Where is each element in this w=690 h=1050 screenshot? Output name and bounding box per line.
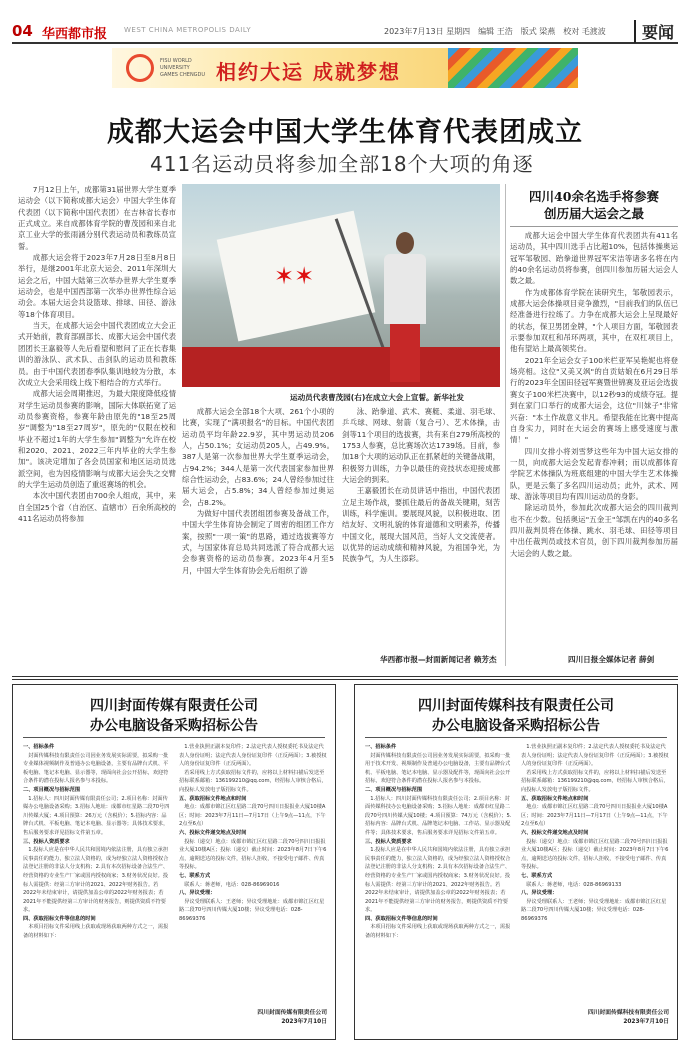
notice-sign-company: 四川封面传媒有限责任公司 xyxy=(257,1010,327,1016)
page-header xyxy=(12,20,678,44)
notice-section-text: 联系人：蒋老师，电话：028-86969016 xyxy=(184,881,280,888)
notice-section-text: 1.营业执照正副本复印件；2.法定代表人授权委托书及法定代表人身份证明；法定代表人身份证复印件（正反两面）；3.被授权人的身份证复印件（正反两面）。 xyxy=(521,744,669,768)
paragraph: 泳、跆拳道、武术、赛艇、柔道、羽毛球、乒乓球、网球、射箭（复合弓）、艺术体操，击剑等11个项目的选拔赛，共有来自279所高校的1753人参赛，总比赛场次达1739场。目前，参加18个大项的运动队正在抓紧赶的关键备战期，积极努力训练，力争以最佳的竞技状态迎接成都大运会的到来。 xyxy=(342,407,500,485)
notice-section-heading: 五、获取招标文件地点和时间 xyxy=(521,795,589,802)
page-number: 04 xyxy=(12,22,33,40)
article-column-2 xyxy=(182,406,334,668)
stage-backdrop xyxy=(182,347,500,387)
notice-left-column xyxy=(365,743,513,941)
section-label: 要闻 xyxy=(634,20,674,43)
notice-section-heading: 五、获取招标文件地点和时间 xyxy=(179,795,247,802)
notice-section-text: 1.投标人应是在中华人民共和国境内依法注册，具有独立承担民事责任的能力，独立法人资格的，成为经独立法人资格授权合法登记注册的非法人分支机构；2.具有本次招标设备合法生产、经营资格的专业生产厂家或国内授权商家；3.财务状况良好。投标人需提供：经第三方审计的2021、2022年财务报告。若2022年未结束审计，请提供加盖公章的2022年财务报表；若2021年不能提供经第三方审计的财务报告，则提供资质不符要求。 xyxy=(23,847,169,914)
paragraph: 2021年全运会女子100米栏亚军吴艳妮也将登场亮相。这位"又美又飒"的自贡姑娘在6月29日举行的2023年全国田径冠军赛暨世锦赛及亚运会选拔赛女子100米栏决赛中，以12秒93的成绩夺冠。提到在家门口举行的成都大运会，这位"川妹子"非常兴奋："本土作战意义非凡。希望我能在比赛中提高自身实力，同时在大运会的赛场上感受速度与激情！" xyxy=(510,355,678,445)
athlete-figure xyxy=(378,232,432,382)
article-column-1 xyxy=(18,184,176,666)
notice-section-text: 1.招标人：四川封面传媒有限责任公司；2.项目名称：封面传媒办公电脑设备采购；3.招标人地址：成都市红星路二段70号四川传媒大厦；4.项目预算：26万元（含税价）；5.招标内容：品牌台式机、平板电脑、笔记本电脑、显示器等；具体技术要求，售后服务要求详见招标文件第五章。 xyxy=(23,795,170,836)
notice-section-text: 本项目招标文件采用线上获取或现场获取两种方式之一，需报备的材料如下： xyxy=(365,924,511,940)
paragraph: 7月12日上午，成都第31届世界大学生夏季运动会（以下简称成都大运会）中国大学生体育代表团（以下简称中国代表团）在吉林省长春市正式成立。来自成都体育学院的曹茂园和来自北京工业大学的张雨涵分别代表运动员和教练员宣誓。 xyxy=(18,185,176,251)
banner-slogan: 相约大运 成就梦想 xyxy=(216,60,401,84)
masthead-en: WEST CHINA METROPOLIS DAILY xyxy=(124,26,252,34)
notice-section-heading: 六、投标文件递交地点及时间 xyxy=(521,829,589,836)
sidebar-byline: 四川日报全媒体记者 薛剑 xyxy=(568,655,655,664)
notice-title: 办公电脑设备采购招标公告 xyxy=(90,718,258,734)
notice-company-title: 四川封面传媒有限责任公司 xyxy=(90,698,258,714)
section-divider xyxy=(12,676,678,680)
article-byline: 华西都市报—封面新闻记者 赖芳杰 xyxy=(380,655,497,664)
notice-section-text: 1.招标人：四川封面传媒科技有限责任公司；2.项目名称：封面传媒科技办公电脑设备采购；3.招标人地址：成都市红星路二段70号四川传媒大厦10楼；4.项目预算：74万元（含税价）；5.招标内容：品牌台式机、品牌笔记本电脑、工作站、显示器及配件等；具体技术要求，售后服务要求详见招标文件第五章。 xyxy=(365,795,512,836)
sidebar-body xyxy=(510,230,678,654)
notice-sign-date: 2023年7月10日 xyxy=(623,1019,669,1025)
paragraph: 成都大运会将于2023年7月28日至8月8日举行，是继2001年北京大运会、2011年深圳大运会之后，中国大陆第三次举办世界大学生夏季运动会，也是中国西部第一次举办世界性综合运动会。本届大运会共设篮球、排球、田径、游泳等18个体育项目。 xyxy=(18,253,176,319)
universiade-banner xyxy=(112,48,578,88)
paragraph: 成都大运会周期推迟，为最大限度降低疫情对学生运动员参赛的影响，国际大体联拓宽了运动员参赛资格，参赛年龄由原先的"18至25周岁"调整为"18至27周岁"，原先的"仅限在校和毕业不超过1年的大学生参加"调整为"允许在校和2020、2021、2022三年内毕业的大学生参加"。该决定增加了各会员国家和地区运动员选派空间，也为因疫情影响与成都大运会失之交臂的大学生运动员创造了重返赛场的机会。 xyxy=(18,389,176,489)
masthead: 华西都市报 xyxy=(42,27,108,42)
notice-section-text: 若采用线上方式获取招标文件的，应将以上材料扫描后发送至招标联系邮箱：136199210@qq.com，经招标人审核合格后，向投标人发放电子版招标文件。 xyxy=(521,769,669,793)
notice-section-heading: 一、招标条件 xyxy=(23,744,55,750)
article-headline: 成都大运会中国大学生体育代表团成立 xyxy=(107,117,583,148)
paragraph: 为做好中国代表团组团参赛及备战工作，中国大学生体育协会制定了周密的组团工作方案，按照"一项一策"的思路，通过选拔赛等方式，与国家体育总局共同选派了符合成都大运会参赛资格的运动员参赛。2023年4月至5月，中国大学生体育协会先后组织了游 xyxy=(182,509,334,575)
notice-section-text: 1.营业执照正副本复印件；2.法定代表人授权委托书及法定代表人身份证明；法定代表人身份证复印件（正反两面）；3.被授权人的身份证复印件（正反两面）。 xyxy=(179,744,327,768)
notice-section-text: 封面传媒科技有限责任公司因业务发展实际需要，拟采购一批用于技术开发、视频制作及普通办公电脑设备，主要有品牌台式机、平板电脑、笔记本电脑、显示器及配件等，现面向社会公开招标，欢迎符合条件的潜在投标人报名参与本投标。 xyxy=(365,752,511,785)
article-subheadline: 411名运动员将参加全部18个大项的角逐 xyxy=(150,152,534,176)
paragraph: 当天，在成都大运会中国代表团成立大会正式开始前，教育部副部长、成都大运会中国代表团团长王嘉毅等人先后看望和慰问了正在长春集训的游泳队、武术队、击剑队的运动员和教练员。由于中国代表团春季队集训地较为分散，本次成立大会采用线上线下相结合的方式举行。 xyxy=(18,321,176,387)
notice-section-text: 投标（递交）地点：成都市锦江区红星路二段70号四川日报报业大厦10楼A区；投标（递交）截止时间：2023年8月7日下午6点，逾期送达的投标文件，招标人拒收，不接受电子邮件、传真等投标。 xyxy=(179,838,327,871)
sidebar-rule xyxy=(510,226,678,227)
sidebar-title xyxy=(510,188,678,222)
notice-section-heading: 七、联系方式 xyxy=(521,872,553,879)
photo-caption: 运动员代表曹茂园(右)在成立大会上宣誓。新华社发 xyxy=(290,393,465,402)
notice-section-text: 若采用线上方式获取招标文件的，应将以上材料扫描后发送至招标联系邮箱：136199210@qq.com，经招标人审核合格后，向投标人发放电子版招标文件。 xyxy=(179,769,327,793)
notice-section-text: 异议受理联系人：王老师；异议受理地址：成都市锦江区红星路二段70号四川传媒大厦10楼；异议受理电话：028-86969376 xyxy=(179,898,325,922)
tender-notice-1 xyxy=(12,684,336,1040)
notice-section-heading: 七、联系方式 xyxy=(179,872,211,879)
article-column-3 xyxy=(342,406,500,654)
article-photo xyxy=(182,184,500,387)
paragraph: 成都大运会全部18个大项、261个小项的比赛，实现了"满项报名"的目标。中国代表团运动员平均年龄22.9岁，其中男运动员206人，占50.1%；女运动员205人，占49.9%。387人是第一次参加世界大学生夏季运动会，占94.2%；344人是第一次代表国家参加世界综合性运动会，占83.6%；24人曾经参加过往届大运会，占5.8%；34人曾经参加过奥运会，占8.2%。 xyxy=(182,407,334,507)
sidebar-title-line: 四川40余名选手将参赛 xyxy=(529,189,659,204)
notice-company-title: 四川封面传媒科技有限责任公司 xyxy=(418,698,614,714)
paragraph: 成都大运会中国大学生体育代表团共有411名运动员，其中四川选手占比超10%，包括体操奥运冠军邹敬园、跆拳道世界冠军宋洁等诸多名将在内的40余名运动员将参赛，创四川参加历届大运会人数之最。 xyxy=(510,231,678,286)
notice-section-text: 1.投标人应是在中华人民共和国境内依法注册，具有独立承担民事责任的能力，独立法人资格的，成为经独立法人资格授权合法登记注册的非法人分支机构；2.具有本次招标设备合法生产、经营资格的专业生产厂家或国内授权商家；3.财务状况良好。投标人需提供：经第三方审计的2021、2022年财务报告。若2022年未结束审计，请提供加盖公章的2022年财务报表；若2021年不能提供经第三方审计的财务报告，则提供资质不符要求。 xyxy=(365,847,511,914)
notice-section-heading: 三、投标人资质要求 xyxy=(365,838,412,845)
notice-section-heading: 二、项目概况与招标范围 xyxy=(23,786,81,793)
notice-section-text: 联系人：蒋老师，电话：028-86969133 xyxy=(526,881,622,888)
notice-section-text: 本项目招标文件采用线上获取或现场获取两种方式之一，需报备的材料如下： xyxy=(23,924,169,940)
notice-section-text: 地点：成都市锦江区红星路二段70号四川日报报业大厦10楼A区；时间：2023年7月11日—7月17日（上午9点—11点，下午2点至6点） xyxy=(521,804,668,828)
notice-section-text: 异议受理联系人：王老师；异议受理地址：成都市锦江区红星路二段70号四川传媒大厦10楼；异议受理电话：028-86969376 xyxy=(521,898,667,922)
paragraph: 王嘉毅团长在动员讲话中指出，中国代表团立足主场作战，要抓住最后的备战关键期，刻苦训练，科学施训。要展现风貌，以积极进取、团结友好、文明礼貌的体育道德和文明素养，传播中国文化，展现大国风范，当好人文交流使者。以优异的运动成绩和精神风貌，为祖国争光，为民族争气，为人生添彩。 xyxy=(342,486,500,564)
banner-logo-text: FISU WORLD UNIVERSITY GAMES CHENGDU xyxy=(160,58,206,78)
notice-section-heading: 八、异议受理： xyxy=(179,890,216,897)
flag-emblem-icon: ✶✶ xyxy=(274,262,315,290)
notice-section-text: 封面传媒科技有限责任公司因业务发展实际需要，拟采购一批专业媒体视频制作及普通办公电脑设备，主要有品牌台式机、平板电脑、笔记本电脑、显示器等，现面向社会公开招标，欢迎符合条件的潜在投标人报名参与本投标。 xyxy=(23,752,169,785)
notice-signature xyxy=(521,1009,669,1027)
sidebar-title-line: 创历届大运会之最 xyxy=(543,206,644,221)
universiade-logo-icon xyxy=(126,54,154,82)
notice-right-column xyxy=(521,743,669,923)
notice-section-heading: 四、获取招标文件等信息的时间 xyxy=(23,915,96,922)
notice-sign-date: 2023年7月10日 xyxy=(281,1019,327,1025)
notice-section-text: 投标（递交）地点：成都市锦江区红星路二段70号四川日报报业大厦10楼A区；投标（递交）截止时间：2023年8月7日下午6点，逾期送达的投标文件，招标人拒收，不接受电子邮件、传真等投标。 xyxy=(521,838,669,871)
paragraph: 作为成都体育学院在读研究生，邹敬园表示，成都大运会体操项目竞争激烈，"目前我们的队伍已经准备进行拉练了。力争在成都大运会上呈现最好的状态，保卫男团金牌，"个人项目方面，邹敬园表示要参加双杠和吊环两项，其中，在双杠项目上，他有望站上最高领奖台。 xyxy=(510,287,678,354)
banner-decoration xyxy=(448,48,578,88)
notice-section-heading: 一、招标条件 xyxy=(365,744,397,750)
notice-section-text: 地点：成都市锦江区红星路二段70号四川日报报业大厦10楼A区；时间：2023年7月11日—7月17日（上午9点—11点，下午2点至6点） xyxy=(179,804,326,828)
tender-notice-2 xyxy=(354,684,678,1040)
notice-section-heading: 三、投标人资质要求 xyxy=(23,838,70,845)
notice-sign-company: 四川封面传媒科技有限责任公司 xyxy=(587,1010,669,1016)
paragraph: 除运动员外，参加此次成都大运会的四川裁判也不在少数。包括奥运"五金王"邹凯在内的40多名四川裁判员将在体操、跳水、羽毛球、田径等项目中出任裁判员或技术官员，创下四川裁判参加历届大运会的人数之最。 xyxy=(510,503,678,558)
notice-section-heading: 八、异议受理： xyxy=(521,890,558,897)
column-divider xyxy=(505,184,506,666)
issue-meta: 2023年7月13日 星期四 编辑 王浩 版式 梁燕 校对 毛渡波 xyxy=(384,27,606,36)
notice-right-column xyxy=(179,743,327,923)
notice-section-heading: 四、获取招标文件等信息的时间 xyxy=(365,915,438,922)
notice-section-heading: 二、项目概况与招标范围 xyxy=(365,786,423,793)
notice-signature xyxy=(179,1009,327,1027)
paragraph: 四川女排小将刘雪梦这些年为中国大运女排的一员，向成都大运会发起青春冲刺；而以成都体育学院艺术体操队为班底组建的中国大学生艺术体操队，更是云集了多名四川运动员；此外，武术、网球、游泳等项目均有四川运动员的身影。 xyxy=(510,446,678,501)
paragraph: 本次中国代表团由700余人组成，其中，来自全国25个省（自治区、直辖市）百余所高校的411名运动员将参加 xyxy=(18,491,176,523)
notice-section-heading: 六、投标文件递交地点及时间 xyxy=(179,829,247,836)
notice-left-column xyxy=(23,743,171,941)
notice-title: 办公电脑设备采购招标公告 xyxy=(432,718,600,734)
